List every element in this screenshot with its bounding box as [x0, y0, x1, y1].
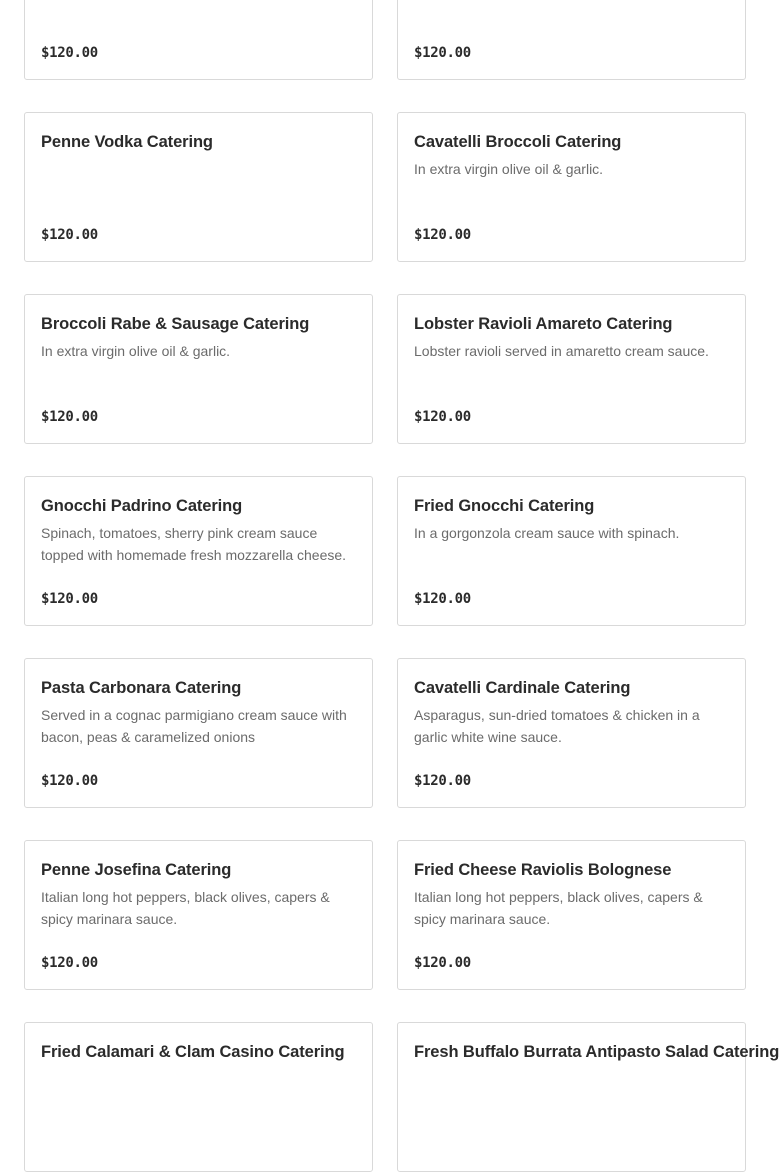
- menu-item-price: $120.00: [414, 227, 471, 243]
- menu-item-price: $120.00: [41, 409, 98, 425]
- menu-item-name: Lobster Ravioli Amareto Catering: [414, 315, 673, 333]
- menu-item-description: In a gorgonzola cream sauce with spinach.: [414, 525, 680, 541]
- menu-item-card[interactable]: [397, 294, 746, 444]
- menu-item-name: Broccoli Rabe & Sausage Catering: [41, 315, 310, 333]
- menu-item-card[interactable]: [24, 112, 373, 262]
- menu-item-price: $120.00: [41, 591, 98, 607]
- menu-item-card[interactable]: [397, 1022, 779, 1172]
- menu-item-price: $120.00: [414, 955, 471, 971]
- menu-item-price: $120.00: [41, 45, 98, 61]
- menu-item-card[interactable]: [24, 294, 373, 444]
- menu-item-price: $120.00: [414, 591, 471, 607]
- menu-item-description: Lobster ravioli served in amaretto cream sauce.: [414, 343, 709, 359]
- menu-item-name: Gnocchi Padrino Catering: [41, 497, 243, 515]
- menu-item-description: Asparagus, sun-dried tomatoes & chicken in a garlic white wine sauce.: [414, 707, 700, 745]
- menu-item-name: Penne Vodka Catering: [41, 133, 213, 151]
- menu-item-name: Cavatelli Broccoli Catering: [414, 133, 622, 151]
- menu-item-name: Fresh Buffalo Burrata Antipasto Salad Catering: [414, 1043, 779, 1061]
- menu-item-card[interactable]: [24, 840, 373, 990]
- menu-item-card[interactable]: [397, 0, 746, 80]
- menu-item-description: In extra virgin olive oil & garlic.: [414, 161, 604, 177]
- menu-item-card[interactable]: [24, 658, 373, 808]
- menu-item-description: Served in a cognac parmigiano cream sauce with bacon, peas & caramelized onions: [41, 707, 347, 745]
- menu-item-price: $120.00: [41, 227, 98, 243]
- menu-item-price: $120.00: [41, 773, 98, 789]
- menu-item-price: $120.00: [414, 773, 471, 789]
- menu-item-name: Fried Gnocchi Catering: [414, 497, 595, 515]
- menu-item-name: Cavatelli Cardinale Catering: [414, 679, 631, 697]
- menu-item-card[interactable]: [397, 476, 746, 626]
- menu-item-name: Penne Josefina Catering: [41, 861, 232, 879]
- menu-item-price: $120.00: [414, 409, 471, 425]
- menu-item-description: Italian long hot peppers, black olives, capers & spicy marinara sauce.: [41, 889, 330, 927]
- menu-item-card[interactable]: [24, 0, 373, 80]
- menu-item-card[interactable]: [24, 1022, 373, 1172]
- menu-item-price: $120.00: [414, 45, 471, 61]
- menu-item-card[interactable]: [397, 840, 746, 990]
- menu-item-description: In extra virgin olive oil & garlic.: [41, 343, 231, 359]
- menu-item-name: Fried Cheese Raviolis Bolognese: [414, 861, 672, 879]
- menu-grid: [24, 0, 779, 1172]
- menu-item-price: $120.00: [41, 955, 98, 971]
- menu-item-card[interactable]: [397, 112, 746, 262]
- menu-item-description: Spinach, tomatoes, sherry pink cream sauce topped with homemade fresh mozzarella cheese.: [41, 525, 347, 563]
- menu-item-name: Pasta Carbonara Catering: [41, 679, 242, 697]
- menu-item-card[interactable]: [397, 658, 746, 808]
- menu-item-description: Italian long hot peppers, black olives, capers & spicy marinara sauce.: [414, 889, 703, 927]
- menu-item-card[interactable]: [24, 476, 373, 626]
- menu-item-name: Fried Calamari & Clam Casino Catering: [41, 1043, 345, 1061]
